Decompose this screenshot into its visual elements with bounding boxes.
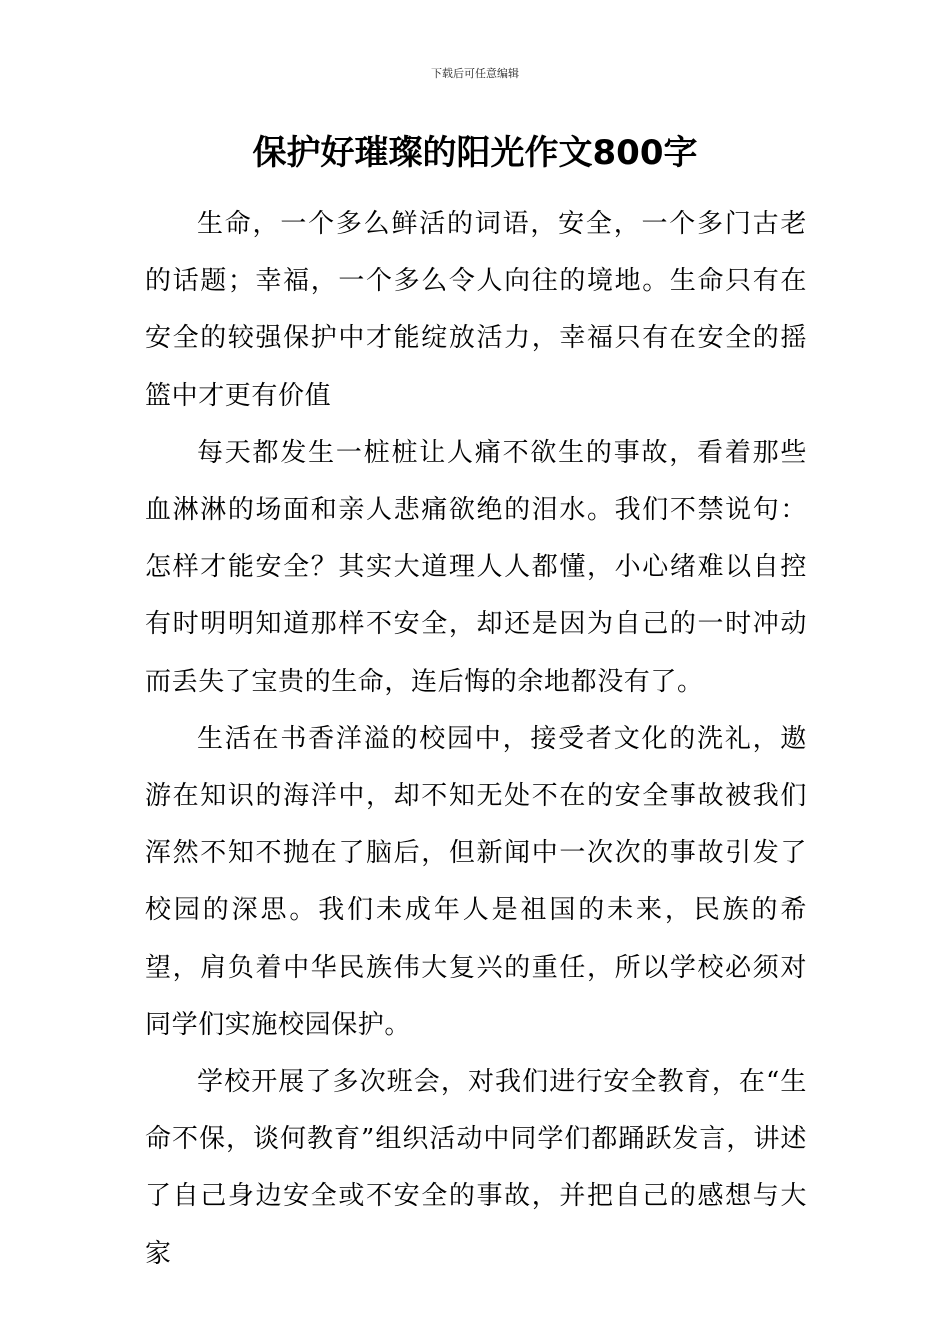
header-note: 下载后可任意编辑 (431, 67, 519, 80)
paragraph-2: 每天都发生一桩桩让人痛不欲生的事故，看着那些血淋淋的场面和亲人悲痛欲绝的泪水。我们不禁说句：怎样才能安全？其实大道理人人都懂，小心绪难以自控有时明明知道那样不安全，却还是因为自己的一时冲动而丢失了宝贵的生命，连后悔的余地都没有了。 (145, 437, 807, 697)
document-title: 保护好璀璨的阳光作文800字 (252, 133, 698, 173)
document-body (145, 196, 807, 1283)
paragraph-3: 生活在书香洋溢的校园中，接受者文化的洗礼，遨游在知识的海洋中，却不知无处不在的安全事故被我们浑然不知不抛在了脑后，但新闻中一次次的事故引发了校园的深思。我们未成年人是祖国的未来，民族的希望，肩负着中华民族伟大复兴的重任，所以学校必须对同学们实施校园保护。 (145, 723, 807, 1040)
paragraph-4: 学校开展了多次班会，对我们进行安全教育，在“生命不保，谈何教育”组织活动中同学们都踊跃发言，讲述了自己身边安全或不安全的事故，并把自己的感想与大家 (145, 1067, 807, 1269)
paragraph-1: 生命，一个多么鲜活的词语，安全，一个多门古老的话题；幸福，一个多么令人向往的境地。生命只有在安全的较强保护中才能绽放活力，幸福只有在安全的摇篮中才更有价值 (145, 209, 807, 411)
